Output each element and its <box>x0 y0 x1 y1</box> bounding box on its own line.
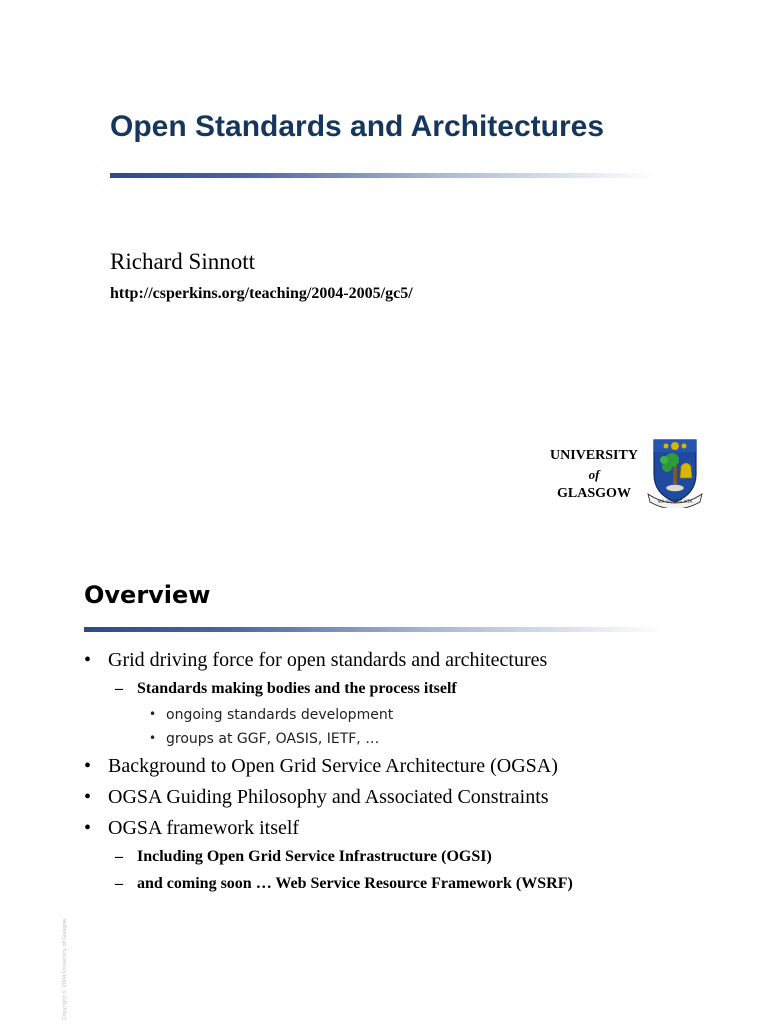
title-underline <box>110 173 655 178</box>
list-item: • ongoing standards development <box>149 707 394 723</box>
bullet-icon: • <box>84 755 92 777</box>
list-item: – Including Open Grid Service Infrastructure (OGSI) <box>115 848 492 865</box>
list-item: • Background to Open Grid Service Architecture (OGSA) <box>84 755 558 777</box>
logo-line-university: UNIVERSITY <box>550 448 638 463</box>
university-wordmark <box>540 446 648 503</box>
list-item: – Standards making bodies and the process itself <box>115 680 457 697</box>
copyright-note: Copyright © 2004 University of Glasgow <box>62 918 68 1020</box>
list-item: – and coming soon … Web Service Resource Framework (WSRF) <box>115 875 573 892</box>
overview-slide <box>0 545 768 1024</box>
list-item: • OGSA Guiding Philosophy and Associated Constraints <box>84 786 549 808</box>
logo-line-of: of <box>588 467 600 482</box>
overview-title: Overview <box>84 581 211 609</box>
list-item: • Grid driving force for open standards and architectures <box>84 649 548 671</box>
bullet-icon: • <box>149 731 157 745</box>
author-name: Richard Sinnott <box>110 249 256 274</box>
list-item: • groups at GGF, OASIS, IETF, … <box>149 731 380 747</box>
dash-icon: – <box>115 848 123 865</box>
bullet-icon: • <box>84 817 92 839</box>
university-logo <box>540 436 710 510</box>
list-item: • OGSA framework itself <box>84 817 300 839</box>
logo-line-glasgow: GLASGOW <box>557 486 631 501</box>
bullet-icon: • <box>84 649 92 671</box>
svg-text:VIA VERITAS VITA: VIA VERITAS VITA <box>657 499 693 504</box>
bullet-icon: • <box>84 786 92 808</box>
overview-underline <box>84 627 664 632</box>
dash-icon: – <box>115 875 123 892</box>
slide-title: Open Standards and Architectures <box>110 110 605 143</box>
crest-icon <box>646 436 704 508</box>
dash-icon: – <box>115 680 123 697</box>
course-url: http://csperkins.org/teaching/2004-2005/gc5/ <box>110 285 413 302</box>
bullet-icon: • <box>149 707 157 721</box>
